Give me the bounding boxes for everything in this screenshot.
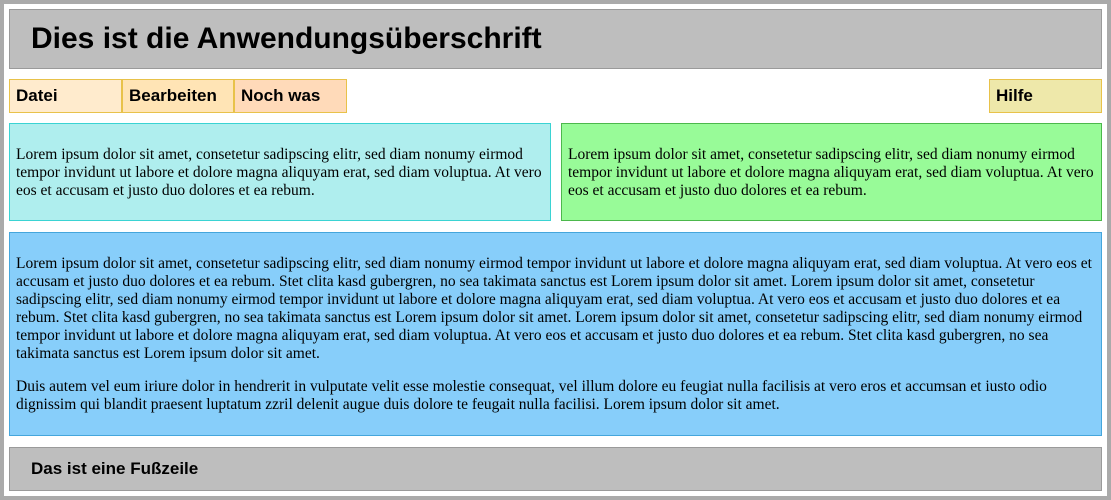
main-paragraph-1: Lorem ipsum dolor sit amet, consetetur sadipscing elitr, sed diam nonumy eirmod tempor invidunt ut labore et dolore magna aliquyam erat, sed diam voluptua. At vero eos et accusam et justo duo dolores et ea rebum. Stet clita kasd gubergren, no sea takimata sanctus est Lorem ipsum dolor sit amet. Lorem ipsum dolor sit amet, consetetur sadipscing elitr, sed diam nonumy eirmod tempor invidunt ut labore et dolore magna aliquyam erat, sed diam voluptua. At vero eos et accusam et justo duo dolores et ea rebum. Stet clita kasd gubergren, no sea takimata sanctus est Lorem ipsum dolor sit amet. Lorem ipsum dolor sit amet, consetetur sadipscing elitr, sed diam nonumy eirmod tempor invidunt ut labore et dolore magna aliquyam erat, sed diam voluptua. At vero eos et accusam et justo duo dolores et ea rebum. Stet clita kasd gubergren, no sea takimata sanctus est Lorem ipsum dolor sit amet. [16,255,1092,362]
menu-item-noch-was[interactable]: Noch was [234,79,347,113]
content-box-left [9,123,551,221]
main-paragraph-2: Duis autem vel eum iriure dolor in hendrerit in vulputate velit esse molestie consequat, vel illum dolore eu feugiat nulla facilisis at vero eros et accumsan et iusto odio dignissim qui blandit praesent luptatum zzril delenit augue duis dolore te feugait nulla facilisi. Lorem ipsum dolor sit amet. [16,378,1047,413]
menu-item-bearbeiten[interactable]: Bearbeiten [122,79,234,113]
content-box-left-text: Lorem ipsum dolor sit amet, consetetur sadipscing elitr, sed diam nonumy eirmod tempor invidunt ut labore et dolore magna aliquyam erat, sed diam voluptua. At vero eos et accusam et justo duo dolores et ea rebum. [16,146,542,199]
menu-item-datei[interactable]: Datei [9,79,122,113]
content-box-right [561,123,1102,221]
app-header [9,9,1102,69]
content-box-right-text: Lorem ipsum dolor sit amet, consetetur sadipscing elitr, sed diam nonumy eirmod tempor invidunt ut labore et dolore magna aliquyam erat, sed diam voluptua. At vero eos et accusam et justo duo dolores et ea rebum. [568,146,1094,199]
main-content [9,232,1102,436]
menu-item-hilfe[interactable]: Hilfe [989,79,1102,113]
footer-text: Das ist eine Fußzeile [31,459,199,478]
app-footer [9,447,1102,491]
page-title: Dies ist die Anwendungsüberschrift [31,22,542,55]
